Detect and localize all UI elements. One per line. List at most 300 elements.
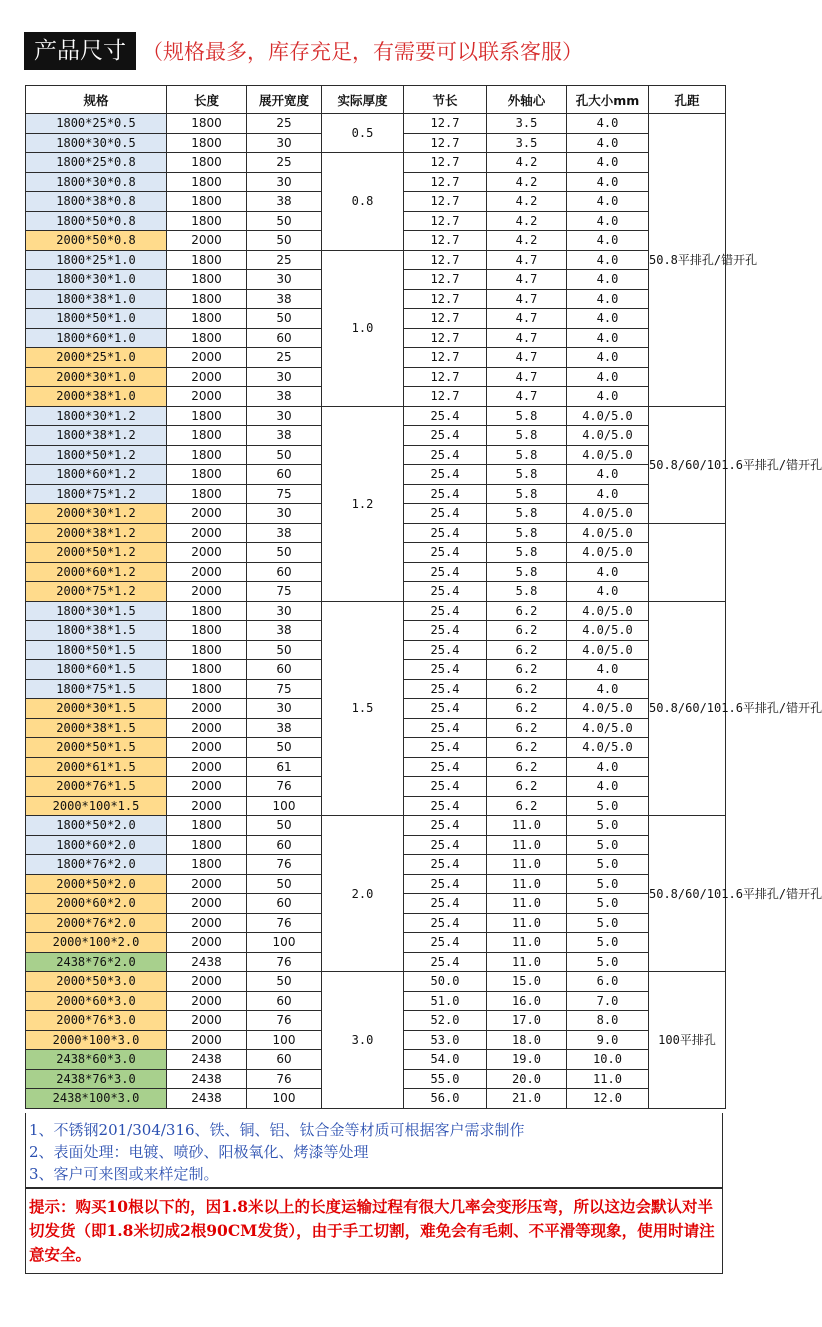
cell-length: 1800 — [167, 172, 247, 192]
cell-hole: 9.0 — [567, 1030, 649, 1050]
cell-spec: 2000*100*2.0 — [26, 933, 167, 953]
cell-length: 2000 — [167, 894, 247, 914]
cell-pitch: 25.4 — [404, 874, 487, 894]
cell-axis: 6.2 — [487, 699, 567, 719]
cell-axis: 16.0 — [487, 991, 567, 1011]
cell-hole: 4.0 — [567, 133, 649, 153]
cell-hole: 4.0 — [567, 679, 649, 699]
cell-length: 1800 — [167, 250, 247, 270]
cell-hole: 8.0 — [567, 1011, 649, 1031]
cell-hole: 5.0 — [567, 796, 649, 816]
cell-pitch: 52.0 — [404, 1011, 487, 1031]
cell-spec: 1800*60*2.0 — [26, 835, 167, 855]
cell-hole: 5.0 — [567, 894, 649, 914]
cell-pitch: 25.4 — [404, 504, 487, 524]
cell-length: 2000 — [167, 796, 247, 816]
cell-pitch: 25.4 — [404, 640, 487, 660]
cell-width: 25 — [247, 114, 322, 134]
cell-hole: 4.0 — [567, 562, 649, 582]
table-row — [26, 972, 726, 992]
cell-axis: 3.5 — [487, 133, 567, 153]
cell-hole: 4.0/5.0 — [567, 406, 649, 426]
cell-length: 2000 — [167, 504, 247, 524]
cell-hole: 4.0/5.0 — [567, 718, 649, 738]
cell-length: 1800 — [167, 289, 247, 309]
cell-thickness: 3.0 — [322, 972, 404, 1109]
cell-pitch: 12.7 — [404, 348, 487, 368]
cell-axis: 5.8 — [487, 445, 567, 465]
cell-spec: 1800*25*0.8 — [26, 153, 167, 173]
cell-pitch: 25.4 — [404, 718, 487, 738]
cell-pitch: 25.4 — [404, 562, 487, 582]
cell-hole: 4.0/5.0 — [567, 504, 649, 524]
col-header-pitch: 节长 — [404, 86, 487, 114]
cell-axis: 15.0 — [487, 972, 567, 992]
cell-spec: 1800*60*1.2 — [26, 465, 167, 485]
cell-pitch: 12.7 — [404, 114, 487, 134]
cell-axis: 4.7 — [487, 309, 567, 329]
cell-spec: 1800*50*1.2 — [26, 445, 167, 465]
cell-pitch: 12.7 — [404, 211, 487, 231]
cell-hole: 5.0 — [567, 952, 649, 972]
cell-hole: 4.0 — [567, 270, 649, 290]
section-badge: 产品尺寸 — [24, 32, 136, 70]
cell-length: 2000 — [167, 348, 247, 368]
cell-pitch: 12.7 — [404, 387, 487, 407]
cell-hole: 4.0 — [567, 114, 649, 134]
cell-pitch: 56.0 — [404, 1089, 487, 1109]
cell-length: 2000 — [167, 991, 247, 1011]
cell-length: 2000 — [167, 757, 247, 777]
cell-axis: 6.2 — [487, 601, 567, 621]
cell-pitch: 25.4 — [404, 543, 487, 563]
cell-pitch: 55.0 — [404, 1069, 487, 1089]
cell-spec: 1800*30*1.5 — [26, 601, 167, 621]
cell-axis: 19.0 — [487, 1050, 567, 1070]
cell-length: 2000 — [167, 718, 247, 738]
cell-spec: 2000*50*1.5 — [26, 738, 167, 758]
cell-axis: 17.0 — [487, 1011, 567, 1031]
cell-spec: 1800*76*2.0 — [26, 855, 167, 875]
cell-spec: 1800*50*1.0 — [26, 309, 167, 329]
cell-axis: 18.0 — [487, 1030, 567, 1050]
cell-axis: 6.2 — [487, 660, 567, 680]
cell-axis: 4.7 — [487, 348, 567, 368]
cell-hole-pitch: 50.8平排孔/错开孔 — [649, 114, 726, 407]
cell-length: 1800 — [167, 465, 247, 485]
table-row — [26, 153, 726, 173]
cell-width: 30 — [247, 367, 322, 387]
cell-pitch: 25.4 — [404, 445, 487, 465]
cell-length: 2000 — [167, 582, 247, 602]
cell-length: 2000 — [167, 562, 247, 582]
cell-axis: 4.7 — [487, 387, 567, 407]
cell-pitch: 12.7 — [404, 192, 487, 212]
cell-hole: 5.0 — [567, 913, 649, 933]
cell-width: 50 — [247, 972, 322, 992]
cell-spec: 2000*60*1.2 — [26, 562, 167, 582]
note-line: 1、不锈钢201/304/316、铁、铜、铝、钛合金等材质可根据客户需求制作 — [29, 1121, 525, 1139]
cell-width: 30 — [247, 133, 322, 153]
cell-hole: 4.0 — [567, 582, 649, 602]
cell-axis: 6.2 — [487, 757, 567, 777]
cell-axis: 3.5 — [487, 114, 567, 134]
cell-thickness: 1.0 — [322, 250, 404, 406]
cell-length: 2000 — [167, 1030, 247, 1050]
cell-spec: 1800*30*1.2 — [26, 406, 167, 426]
cell-axis: 6.2 — [487, 796, 567, 816]
cell-axis: 4.2 — [487, 172, 567, 192]
cell-axis: 4.7 — [487, 328, 567, 348]
cell-axis: 6.2 — [487, 640, 567, 660]
cell-length: 1800 — [167, 484, 247, 504]
notes-box — [25, 1113, 723, 1188]
cell-width: 61 — [247, 757, 322, 777]
cell-axis: 11.0 — [487, 952, 567, 972]
cell-spec: 2000*38*1.0 — [26, 387, 167, 407]
cell-spec: 1800*75*1.5 — [26, 679, 167, 699]
cell-axis: 4.2 — [487, 211, 567, 231]
cell-length: 1800 — [167, 426, 247, 446]
cell-axis: 5.8 — [487, 562, 567, 582]
cell-length: 1800 — [167, 601, 247, 621]
cell-axis: 5.8 — [487, 426, 567, 446]
note-line: 3、客户可来图或来样定制。 — [29, 1165, 219, 1183]
cell-axis: 21.0 — [487, 1089, 567, 1109]
cell-axis: 11.0 — [487, 835, 567, 855]
cell-axis: 11.0 — [487, 933, 567, 953]
cell-width: 75 — [247, 582, 322, 602]
cell-width: 38 — [247, 289, 322, 309]
cell-spec: 1800*50*1.5 — [26, 640, 167, 660]
cell-spec: 2438*60*3.0 — [26, 1050, 167, 1070]
cell-hole: 5.0 — [567, 874, 649, 894]
cell-hole: 4.0 — [567, 757, 649, 777]
cell-spec: 1800*25*1.0 — [26, 250, 167, 270]
shipping-tip: 提示：购买10根以下的，因1.8米以上的长度运输过程有很大几率会变形压弯，所以这边会默认对半切发货（即1.8米切成2根90CM发货），由于手工切割，难免会有毛刺、不平滑等现象，使用时请注意安全。 — [25, 1188, 723, 1274]
cell-width: 75 — [247, 679, 322, 699]
cell-pitch: 25.4 — [404, 426, 487, 446]
cell-width: 60 — [247, 1050, 322, 1070]
cell-width: 30 — [247, 270, 322, 290]
cell-width: 30 — [247, 504, 322, 524]
cell-length: 1800 — [167, 153, 247, 173]
cell-hole: 5.0 — [567, 835, 649, 855]
cell-length: 1800 — [167, 816, 247, 836]
cell-spec: 2000*76*3.0 — [26, 1011, 167, 1031]
cell-length: 1800 — [167, 660, 247, 680]
cell-length: 2438 — [167, 1069, 247, 1089]
cell-hole: 4.0/5.0 — [567, 523, 649, 543]
cell-hole-pitch: 100平排孔 — [649, 972, 726, 1109]
cell-length: 1800 — [167, 445, 247, 465]
col-header-axis: 外轴心 — [487, 86, 567, 114]
cell-hole: 4.0 — [567, 328, 649, 348]
cell-spec: 1800*25*0.5 — [26, 114, 167, 134]
cell-axis: 11.0 — [487, 894, 567, 914]
cell-spec: 1800*38*1.5 — [26, 621, 167, 641]
cell-length: 1800 — [167, 679, 247, 699]
cell-spec: 1800*38*0.8 — [26, 192, 167, 212]
cell-width: 100 — [247, 1030, 322, 1050]
cell-spec: 1800*38*1.0 — [26, 289, 167, 309]
cell-pitch: 12.7 — [404, 172, 487, 192]
cell-spec: 2000*60*3.0 — [26, 991, 167, 1011]
cell-width: 50 — [247, 309, 322, 329]
cell-pitch: 12.7 — [404, 328, 487, 348]
cell-pitch: 25.4 — [404, 855, 487, 875]
cell-width: 38 — [247, 718, 322, 738]
cell-pitch: 25.4 — [404, 952, 487, 972]
cell-hole: 11.0 — [567, 1069, 649, 1089]
cell-width: 38 — [247, 387, 322, 407]
cell-width: 50 — [247, 738, 322, 758]
cell-pitch: 25.4 — [404, 913, 487, 933]
cell-thickness: 0.8 — [322, 153, 404, 251]
cell-width: 30 — [247, 601, 322, 621]
cell-length: 2000 — [167, 367, 247, 387]
cell-spec: 2000*76*1.5 — [26, 777, 167, 797]
cell-width: 30 — [247, 406, 322, 426]
cell-width: 38 — [247, 192, 322, 212]
cell-axis: 11.0 — [487, 874, 567, 894]
cell-axis: 4.2 — [487, 153, 567, 173]
cell-spec: 2000*100*3.0 — [26, 1030, 167, 1050]
cell-hole: 4.0/5.0 — [567, 738, 649, 758]
cell-spec: 1800*30*0.5 — [26, 133, 167, 153]
cell-pitch: 25.4 — [404, 777, 487, 797]
cell-width: 38 — [247, 426, 322, 446]
cell-width: 50 — [247, 816, 322, 836]
cell-width: 50 — [247, 231, 322, 251]
cell-hole: 4.0/5.0 — [567, 426, 649, 446]
cell-width: 76 — [247, 1069, 322, 1089]
note-line: 2、表面处理：电镀、喷砂、阳极氧化、烤漆等处理 — [29, 1143, 369, 1161]
cell-hole: 4.0/5.0 — [567, 445, 649, 465]
cell-pitch: 25.4 — [404, 406, 487, 426]
cell-spec: 1800*50*0.8 — [26, 211, 167, 231]
cell-length: 2000 — [167, 699, 247, 719]
col-header-length: 长度 — [167, 86, 247, 114]
cell-axis: 6.2 — [487, 718, 567, 738]
table-header-row — [26, 86, 726, 114]
cell-pitch: 12.7 — [404, 231, 487, 251]
cell-length: 1800 — [167, 270, 247, 290]
cell-pitch: 25.4 — [404, 699, 487, 719]
cell-pitch: 12.7 — [404, 309, 487, 329]
cell-hole: 5.0 — [567, 816, 649, 836]
cell-axis: 20.0 — [487, 1069, 567, 1089]
cell-length: 1800 — [167, 621, 247, 641]
cell-axis: 11.0 — [487, 816, 567, 836]
cell-length: 1800 — [167, 133, 247, 153]
col-header-thickness: 实际厚度 — [322, 86, 404, 114]
cell-axis: 5.8 — [487, 406, 567, 426]
spec-table — [25, 85, 822, 1109]
cell-pitch: 25.4 — [404, 582, 487, 602]
cell-width: 76 — [247, 855, 322, 875]
cell-pitch: 25.4 — [404, 757, 487, 777]
cell-width: 30 — [247, 172, 322, 192]
cell-pitch: 25.4 — [404, 601, 487, 621]
table-row — [26, 406, 726, 426]
cell-hole: 4.0 — [567, 231, 649, 251]
cell-hole: 4.0/5.0 — [567, 601, 649, 621]
cell-hole: 4.0/5.0 — [567, 640, 649, 660]
cell-length: 2000 — [167, 1011, 247, 1031]
cell-spec: 2000*50*0.8 — [26, 231, 167, 251]
cell-width: 60 — [247, 562, 322, 582]
cell-length: 2000 — [167, 231, 247, 251]
cell-pitch: 12.7 — [404, 250, 487, 270]
cell-length: 2438 — [167, 1050, 247, 1070]
cell-hole: 4.0 — [567, 660, 649, 680]
cell-spec: 1800*30*1.0 — [26, 270, 167, 290]
cell-hole: 4.0 — [567, 211, 649, 231]
cell-pitch: 12.7 — [404, 133, 487, 153]
table-body — [26, 114, 822, 1109]
cell-width: 75 — [247, 484, 322, 504]
cell-hole: 4.0 — [567, 309, 649, 329]
cell-pitch: 25.4 — [404, 894, 487, 914]
cell-width: 38 — [247, 621, 322, 641]
cell-axis: 5.8 — [487, 465, 567, 485]
cell-length: 2000 — [167, 972, 247, 992]
cell-spec: 1800*60*1.0 — [26, 328, 167, 348]
cell-length: 2000 — [167, 738, 247, 758]
cell-pitch: 25.4 — [404, 679, 487, 699]
table-row — [26, 816, 726, 836]
cell-width: 50 — [247, 543, 322, 563]
cell-pitch: 25.4 — [404, 816, 487, 836]
cell-axis: 4.7 — [487, 270, 567, 290]
cell-hole: 4.0 — [567, 289, 649, 309]
cell-pitch: 25.4 — [404, 796, 487, 816]
header-subtitle: （规格最多，库存充足，有需要可以联系客服） — [142, 40, 583, 64]
cell-pitch: 50.0 — [404, 972, 487, 992]
cell-pitch: 25.4 — [404, 621, 487, 641]
cell-hole: 4.0 — [567, 250, 649, 270]
cell-pitch: 12.7 — [404, 289, 487, 309]
cell-axis: 4.7 — [487, 250, 567, 270]
cell-length: 2000 — [167, 933, 247, 953]
cell-spec: 1800*50*2.0 — [26, 816, 167, 836]
cell-length: 2000 — [167, 913, 247, 933]
cell-pitch: 25.4 — [404, 660, 487, 680]
cell-hole-pitch: 50.8/60/101.6平排孔/错开孔 — [649, 406, 726, 523]
cell-pitch: 51.0 — [404, 991, 487, 1011]
table-row — [26, 250, 726, 270]
cell-axis: 11.0 — [487, 855, 567, 875]
cell-thickness: 0.5 — [322, 114, 404, 153]
cell-axis: 6.2 — [487, 777, 567, 797]
cell-spec: 1800*60*1.5 — [26, 660, 167, 680]
cell-length: 2438 — [167, 952, 247, 972]
cell-width: 38 — [247, 523, 322, 543]
cell-axis: 4.7 — [487, 367, 567, 387]
cell-width: 76 — [247, 952, 322, 972]
col-header-hole: 孔大小mm — [567, 86, 649, 114]
cell-spec: 2438*76*2.0 — [26, 952, 167, 972]
table-row — [26, 601, 726, 621]
cell-width: 60 — [247, 328, 322, 348]
cell-length: 1800 — [167, 640, 247, 660]
cell-spec: 2000*25*1.0 — [26, 348, 167, 368]
cell-width: 60 — [247, 465, 322, 485]
cell-pitch: 12.7 — [404, 367, 487, 387]
cell-hole: 4.0/5.0 — [567, 699, 649, 719]
cell-pitch: 25.4 — [404, 933, 487, 953]
cell-width: 100 — [247, 796, 322, 816]
cell-spec: 2000*38*1.2 — [26, 523, 167, 543]
cell-axis: 11.0 — [487, 913, 567, 933]
cell-spec: 2000*50*2.0 — [26, 874, 167, 894]
cell-axis: 5.8 — [487, 543, 567, 563]
cell-length: 2000 — [167, 874, 247, 894]
cell-length: 2000 — [167, 387, 247, 407]
cell-length: 1800 — [167, 309, 247, 329]
cell-hole: 4.0/5.0 — [567, 543, 649, 563]
cell-spec: 2438*76*3.0 — [26, 1069, 167, 1089]
cell-pitch: 25.4 — [404, 523, 487, 543]
cell-axis: 4.2 — [487, 231, 567, 251]
cell-hole-pitch: 50.8/60/101.6平排孔/错开孔 — [649, 601, 726, 816]
cell-pitch: 25.4 — [404, 835, 487, 855]
cell-pitch: 53.0 — [404, 1030, 487, 1050]
cell-pitch: 12.7 — [404, 270, 487, 290]
cell-axis: 6.2 — [487, 621, 567, 641]
col-header-hole-pitch: 孔距 — [649, 86, 726, 114]
cell-axis: 5.8 — [487, 523, 567, 543]
cell-hole: 4.0 — [567, 387, 649, 407]
cell-length: 1800 — [167, 406, 247, 426]
cell-axis: 5.8 — [487, 582, 567, 602]
cell-hole: 4.0 — [567, 153, 649, 173]
cell-width: 76 — [247, 777, 322, 797]
cell-hole: 12.0 — [567, 1089, 649, 1109]
cell-width: 60 — [247, 894, 322, 914]
cell-spec: 1800*30*0.8 — [26, 172, 167, 192]
cell-length: 2000 — [167, 523, 247, 543]
cell-axis: 5.8 — [487, 504, 567, 524]
cell-spec: 2000*30*1.0 — [26, 367, 167, 387]
cell-width: 50 — [247, 211, 322, 231]
cell-hole: 5.0 — [567, 855, 649, 875]
cell-spec: 2000*38*1.5 — [26, 718, 167, 738]
cell-length: 2438 — [167, 1089, 247, 1109]
cell-length: 1800 — [167, 192, 247, 212]
cell-length: 2000 — [167, 543, 247, 563]
cell-width: 60 — [247, 991, 322, 1011]
cell-axis: 6.2 — [487, 738, 567, 758]
cell-spec: 2000*30*1.5 — [26, 699, 167, 719]
cell-spec: 1800*38*1.2 — [26, 426, 167, 446]
cell-pitch: 25.4 — [404, 465, 487, 485]
cell-axis: 4.2 — [487, 192, 567, 212]
cell-hole: 4.0 — [567, 484, 649, 504]
cell-axis: 5.8 — [487, 484, 567, 504]
cell-spec: 2000*100*1.5 — [26, 796, 167, 816]
col-header-width: 展开宽度 — [247, 86, 322, 114]
cell-thickness: 2.0 — [322, 816, 404, 972]
cell-length: 2000 — [167, 777, 247, 797]
cell-spec: 2000*61*1.5 — [26, 757, 167, 777]
cell-spec: 2000*76*2.0 — [26, 913, 167, 933]
cell-pitch: 54.0 — [404, 1050, 487, 1070]
cell-hole: 7.0 — [567, 991, 649, 1011]
cell-spec: 2000*50*3.0 — [26, 972, 167, 992]
cell-spec: 2000*75*1.2 — [26, 582, 167, 602]
